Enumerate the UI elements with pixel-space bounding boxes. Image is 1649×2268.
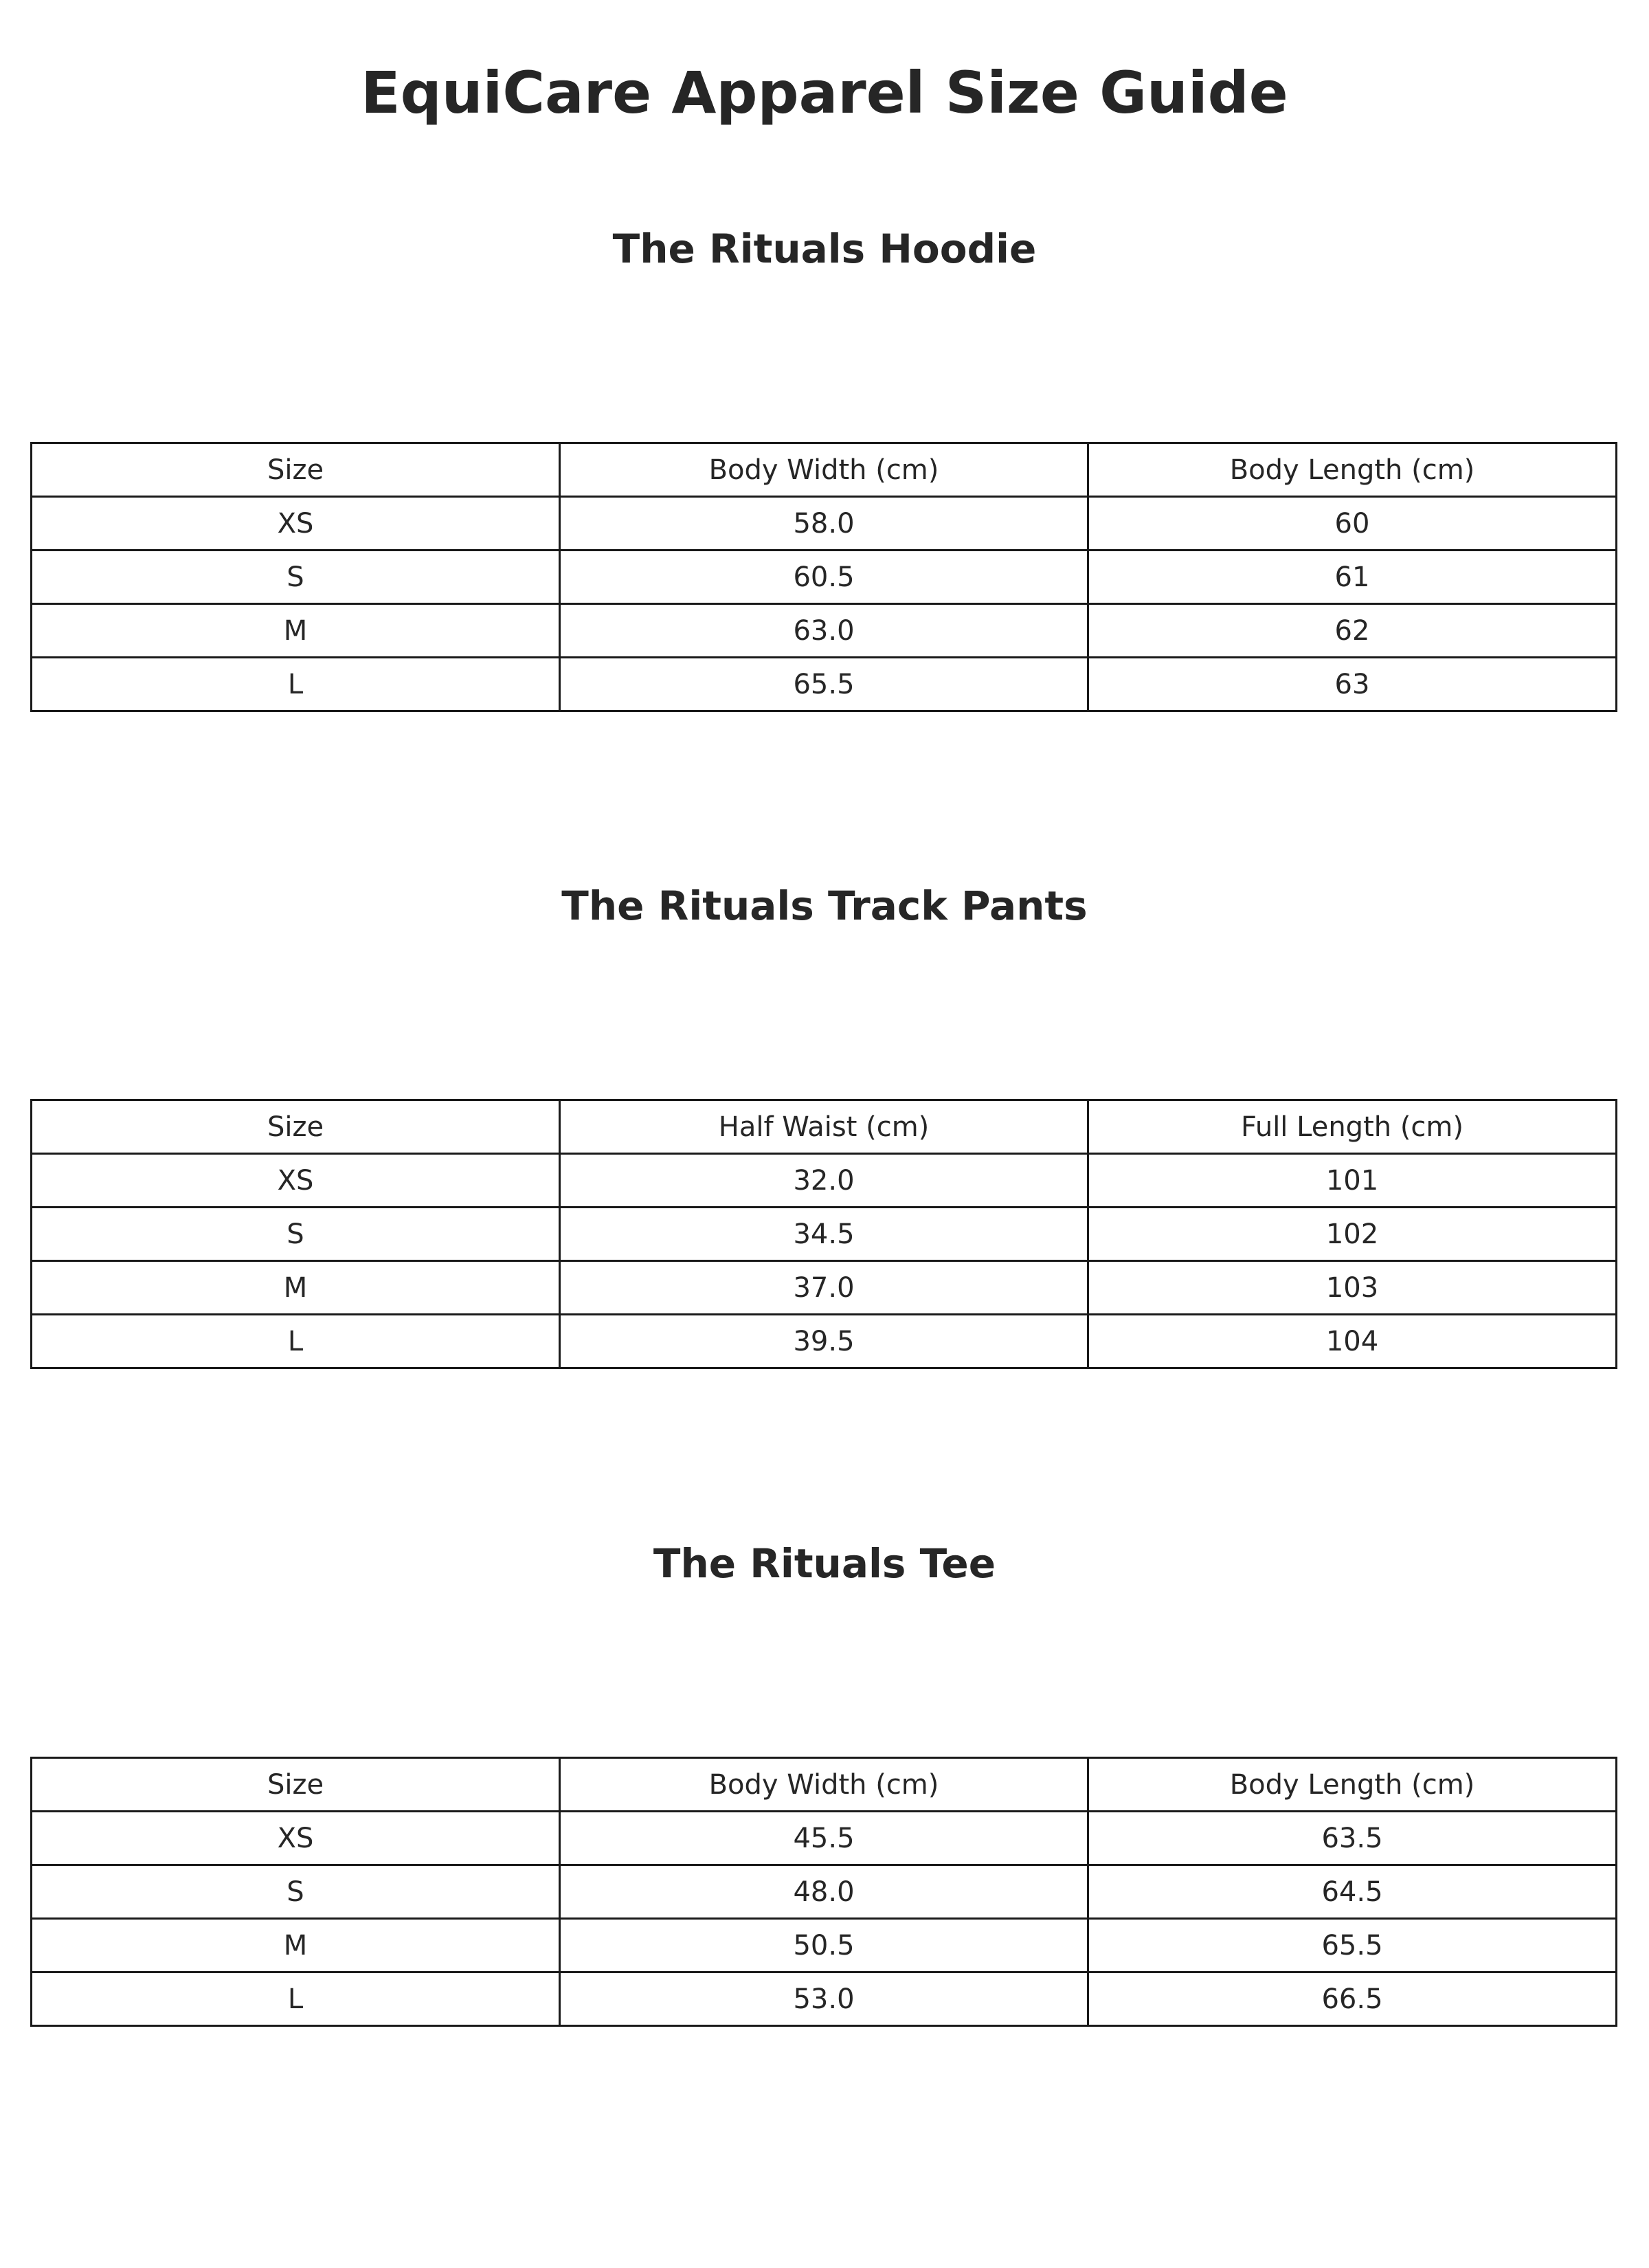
- table-row: [32, 1154, 1617, 1208]
- table-cell: 58.0: [560, 497, 1088, 551]
- column-header: Body Width (cm): [560, 1758, 1088, 1812]
- column-header: Body Width (cm): [560, 443, 1088, 497]
- table-row: [32, 551, 1617, 604]
- table-row: [32, 658, 1617, 711]
- section-title-tee: The Rituals Tee: [653, 1540, 996, 1587]
- table-cell: M: [32, 1261, 560, 1315]
- table-row: [32, 1812, 1617, 1865]
- column-header: Size: [32, 443, 560, 497]
- table-row: [32, 1315, 1617, 1368]
- table-cell: 50.5: [560, 1919, 1088, 1972]
- size-table-track-pants: [30, 1099, 1617, 1369]
- column-header: Half Waist (cm): [560, 1100, 1088, 1154]
- table-cell: S: [32, 551, 560, 604]
- table-cell: 65.5: [1088, 1919, 1617, 1972]
- table-cell: S: [32, 1865, 560, 1919]
- column-header: Size: [32, 1100, 560, 1154]
- table-cell: L: [32, 658, 560, 711]
- table-cell: 63: [1088, 658, 1617, 711]
- column-header: Full Length (cm): [1088, 1100, 1617, 1154]
- table-cell: 62: [1088, 604, 1617, 658]
- table-row: [32, 1972, 1617, 2026]
- table-cell: M: [32, 604, 560, 658]
- table-row: [32, 1919, 1617, 1972]
- table-cell: 60.5: [560, 551, 1088, 604]
- table-cell: 63.5: [1088, 1812, 1617, 1865]
- table-cell: L: [32, 1315, 560, 1368]
- table-header-row: [32, 1100, 1617, 1154]
- table-cell: 39.5: [560, 1315, 1088, 1368]
- table-header-row: [32, 443, 1617, 497]
- table-cell: L: [32, 1972, 560, 2026]
- table-row: [32, 1865, 1617, 1919]
- table-cell: 101: [1088, 1154, 1617, 1208]
- table-cell: 45.5: [560, 1812, 1088, 1865]
- table-cell: 53.0: [560, 1972, 1088, 2026]
- size-table-hoodie: [30, 442, 1617, 712]
- table-row: [32, 604, 1617, 658]
- table-cell: 34.5: [560, 1208, 1088, 1261]
- table-cell: 102: [1088, 1208, 1617, 1261]
- section-title-track-pants: The Rituals Track Pants: [561, 882, 1088, 929]
- table-cell: 63.0: [560, 604, 1088, 658]
- column-header: Body Length (cm): [1088, 1758, 1617, 1812]
- table-cell: 103: [1088, 1261, 1617, 1315]
- table-cell: 48.0: [560, 1865, 1088, 1919]
- table-row: [32, 1208, 1617, 1261]
- column-header: Size: [32, 1758, 560, 1812]
- table-cell: XS: [32, 1154, 560, 1208]
- table-row: [32, 1261, 1617, 1315]
- table-cell: 61: [1088, 551, 1617, 604]
- table-cell: M: [32, 1919, 560, 1972]
- table-cell: 32.0: [560, 1154, 1088, 1208]
- table-cell: 37.0: [560, 1261, 1088, 1315]
- table-header-row: [32, 1758, 1617, 1812]
- section-title-hoodie: The Rituals Hoodie: [612, 225, 1037, 272]
- table-cell: XS: [32, 1812, 560, 1865]
- table-row: [32, 497, 1617, 551]
- table-cell: 104: [1088, 1315, 1617, 1368]
- table-cell: 60: [1088, 497, 1617, 551]
- size-table-tee: [30, 1757, 1617, 2027]
- table-cell: 64.5: [1088, 1865, 1617, 1919]
- table-cell: S: [32, 1208, 560, 1261]
- page-title: EquiCare Apparel Size Guide: [361, 59, 1288, 126]
- table-cell: 66.5: [1088, 1972, 1617, 2026]
- column-header: Body Length (cm): [1088, 443, 1617, 497]
- table-cell: XS: [32, 497, 560, 551]
- table-cell: 65.5: [560, 658, 1088, 711]
